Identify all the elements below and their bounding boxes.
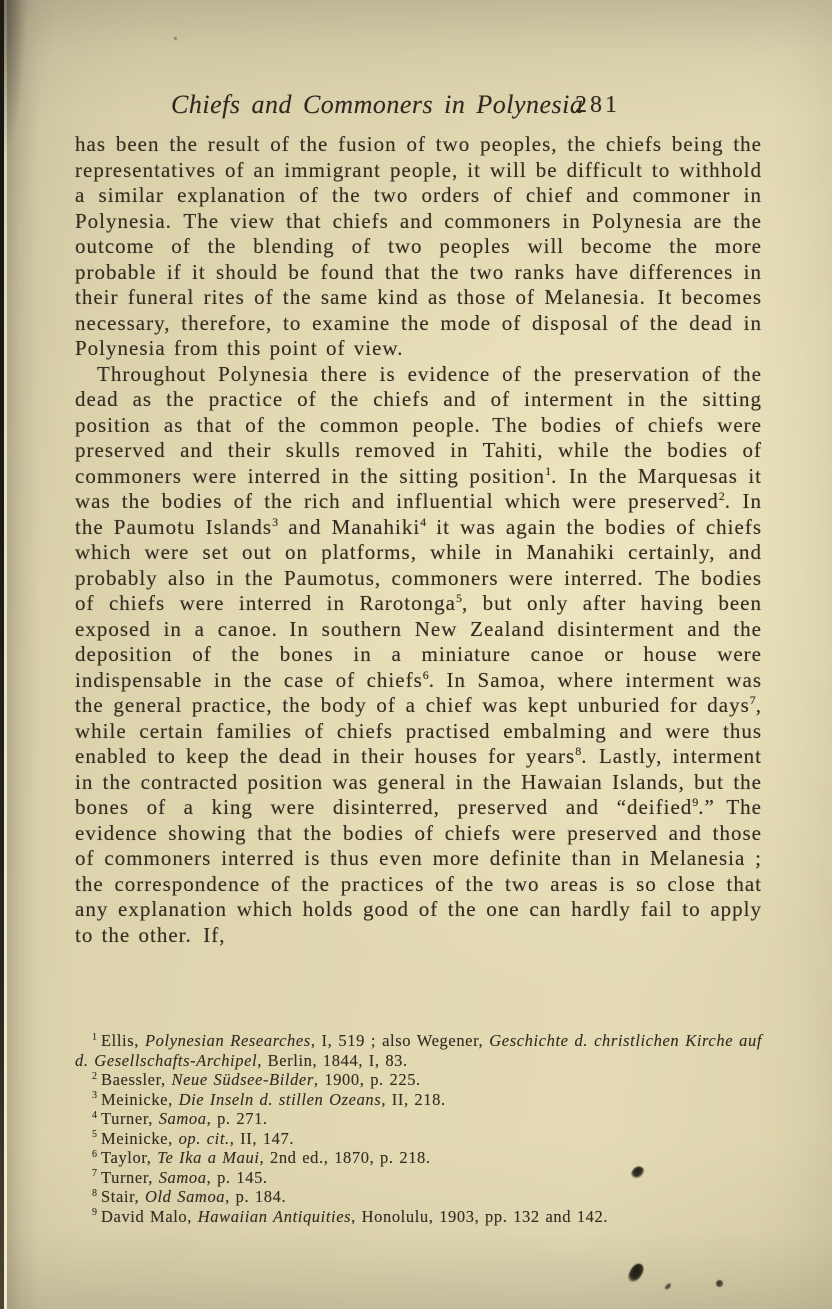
footnote-marker: 9 — [92, 1207, 97, 1218]
text-segment: , but only after having been exposed in a canoe. In southern New Zealand disinterment and the deposition of the bones in a miniature canoe or house were indispensable in the case of chiefs — [75, 591, 762, 692]
text-segment: , p. 184. — [225, 1187, 287, 1206]
footnote-reference: 7 — [749, 693, 756, 707]
text-segment: Samoa — [158, 1109, 207, 1128]
text-segment: Ellis, — [101, 1031, 145, 1050]
footnote-marker: 2 — [92, 1070, 97, 1082]
text-segment: , p. 145. — [206, 1167, 268, 1187]
text-segment: . In Samoa, where interment was the general practice, the body of a chief was kept unburied for days — [75, 667, 762, 717]
text-segment: Te Ika a Maui — [157, 1148, 260, 1167]
footnote-reference: 6 — [422, 667, 429, 682]
footnote-marker: 3 — [92, 1090, 97, 1101]
chapter-title: Chiefs and Commoners in Polynesia — [171, 90, 584, 119]
text-segment: Die Inseln d. stillen Ozeans — [178, 1089, 382, 1109]
footnote — [75, 1207, 762, 1227]
text-segment: , Honolulu, 1903, pp. 132 and 142. — [351, 1206, 609, 1226]
text-segment: , 2nd ed., 1870, p. 218. — [259, 1148, 431, 1167]
page-number: 281 — [575, 92, 620, 118]
footnote-reference: 4 — [420, 514, 427, 529]
footnote-marker: 4 — [92, 1109, 97, 1121]
text-segment: David Malo, — [101, 1206, 198, 1226]
text-segment: and Manahiki — [278, 514, 421, 539]
footnote — [75, 1031, 762, 1070]
footnote — [75, 1168, 762, 1188]
text-segment: Samoa — [158, 1167, 207, 1187]
text-segment: Geschichte d. christlichen Kirche auf d. Gesellschafts-Archipel — [75, 1031, 763, 1070]
footnote-reference: 3 — [272, 514, 279, 529]
text-segment: , II, 218. — [381, 1089, 446, 1109]
ink-speck — [664, 1283, 672, 1291]
footnote — [75, 1148, 762, 1168]
text-segment: . In the Marquesas it was the bodies of the rich and influential which were preserved — [75, 463, 763, 513]
text-segment: , 1900, p. 225. — [313, 1070, 421, 1089]
body-text — [75, 132, 762, 948]
footnote-reference: 5 — [455, 591, 462, 605]
footnote-marker: 1 — [92, 1031, 97, 1043]
footnotes — [75, 1031, 762, 1226]
text-segment: Meinicke, — [101, 1089, 179, 1109]
footnote-marker: 7 — [92, 1168, 97, 1179]
text-segment: .” The evidence showing that the bodies of chiefs were preserved and those of commoners interred is thus even more definite than in Melanesia ; the correspondence of the practices of the two areas is so close that any explanation which holds good of the one can hardly fail to apply to the other. If, — [75, 795, 762, 947]
text-segment: Hawaiian Antiquities — [197, 1206, 352, 1226]
footnote — [75, 1090, 762, 1110]
ink-speck — [716, 1280, 723, 1287]
text-segment: , II, 147. — [229, 1128, 295, 1148]
text-segment: Old Samoa — [144, 1187, 226, 1206]
text-segment: Stair, — [101, 1187, 145, 1206]
footnote-reference: 2 — [718, 489, 725, 503]
text-segment: , p. 271. — [206, 1109, 268, 1128]
text-segment: Neue Südsee-Bilder — [171, 1070, 314, 1089]
footnote-reference: 8 — [575, 744, 582, 758]
paragraph — [75, 362, 762, 949]
text-segment: Throughout Polynesia there is evidence of the preservation of the dead as the practice of the chiefs and of interment in the sitting position as that of the common people. The bodies of chiefs were preserved and their skulls removed in Tahiti, while the bodies of commoners were interred in the sitting position — [75, 361, 762, 488]
footnote — [75, 1129, 762, 1149]
text-segment: Turner, — [101, 1109, 159, 1128]
footnote — [75, 1070, 762, 1090]
text-segment: has been the result of the fusion of two peoples, the chiefs being the representatives of an immigrant people, it will be difficult to withhold a similar explanation of the two orders of chief and commoner in Polynesia. The view that chiefs and commoners in Polynesia are the outcome of the blending of two peoples will become the more probable if it should be found that the two ranks have differences in their funeral rites of the same kind as those of Melanesia. It becomes necessary, therefore, to examine the mode of disposal of the dead in Polynesia from this point of view. — [75, 132, 762, 360]
text-segment: op. cit. — [178, 1128, 230, 1148]
text-segment: . In the Paumotu Islands — [75, 489, 762, 539]
text-segment: Polynesian Researches — [144, 1031, 311, 1050]
text-segment: it was again the bodies of chiefs which were set out on platforms, while in Manahiki certainly, and probably also in the Paumotus, commoners were interred. The bodies of chiefs were interred in Rarotonga — [75, 514, 763, 615]
footnote — [75, 1109, 762, 1129]
text-segment: , Berlin, 1844, I, 83. — [257, 1050, 408, 1070]
text-segment: , while certain families of chiefs practised embalming and were thus enabled to keep the dead in their houses for years — [75, 693, 762, 768]
ink-speck — [174, 37, 177, 40]
text-segment: Turner, — [101, 1167, 159, 1187]
footnote-reference: 9 — [692, 795, 699, 809]
ink-speck — [626, 1261, 646, 1284]
footnote — [75, 1187, 762, 1207]
text-segment: Meinicke, — [101, 1128, 179, 1148]
text-segment: , I, 519 ; also Wegener, — [310, 1031, 490, 1050]
text-segment: Taylor, — [101, 1148, 158, 1167]
running-header — [75, 90, 762, 124]
footnote-marker: 6 — [92, 1148, 97, 1160]
corner-shadow — [0, 0, 30, 230]
text-segment: Baessler, — [101, 1070, 172, 1089]
footnote-marker: 8 — [92, 1187, 97, 1199]
footnote-reference: 1 — [545, 463, 552, 478]
text-segment: . Lastly, interment in the contracted position was general in the Hawaian Islands, but the bones of a king were disinterred, preserved and “deified — [75, 744, 762, 819]
paragraph — [75, 132, 762, 362]
footnote-marker: 5 — [92, 1129, 97, 1140]
